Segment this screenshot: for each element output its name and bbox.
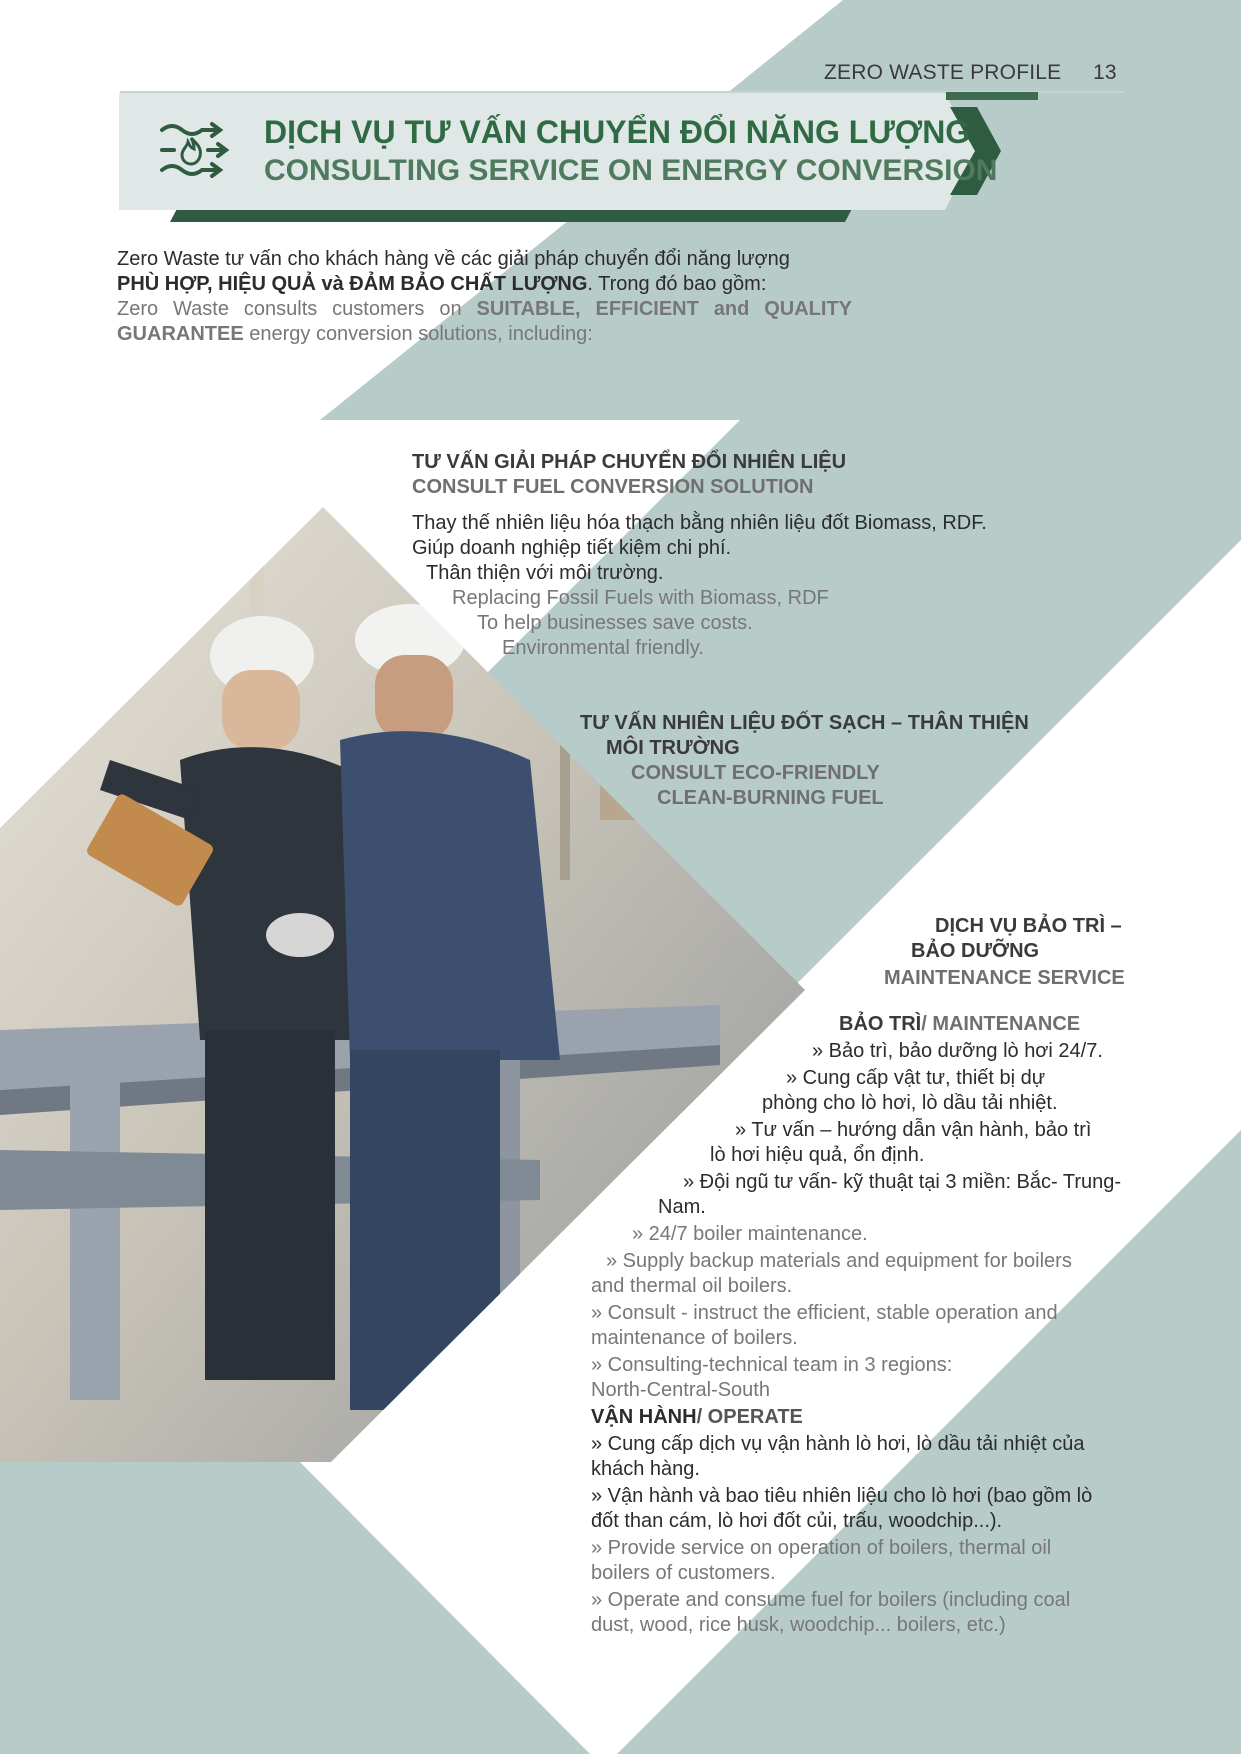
title-banner — [119, 93, 975, 210]
operate-en-line: » Operate and consume fuel for boilers (including coal — [591, 1589, 1071, 1611]
maintenance-label — [839, 1012, 1080, 1037]
maintenance-vn-line: » Tư vấn – hướng dẫn vận hành, bảo trì — [735, 1119, 1092, 1141]
operate-en-line: boilers of customers. — [591, 1562, 776, 1584]
section2-heading-en-2: CLEAN-BURNING FUEL — [657, 787, 884, 809]
operate-vn-line: đốt than cám, lò hơi đốt củi, trấu, woodchip...). — [591, 1510, 1003, 1532]
section1-vn-line: Thân thiện với môi trường. — [426, 562, 664, 584]
intro-en-line2 — [117, 322, 593, 347]
maintenance-en-line: North-Central-South — [591, 1379, 770, 1401]
operate-en-line: dust, wood, rice husk, woodchip... boilers, etc.) — [591, 1614, 1006, 1636]
header-section-title: ZERO WASTE PROFILE — [824, 61, 1062, 84]
maintenance-vn-line: » Đội ngũ tư vấn- kỹ thuật tại 3 miền: Bắc- Trung- — [683, 1171, 1122, 1193]
section2-heading-vn-1: TƯ VẤN NHIÊN LIỆU ĐỐT SẠCH – THÂN THIỆN — [580, 712, 1029, 734]
maintenance-label-vn: BẢO TRÌ — [839, 1013, 922, 1035]
maintenance-vn-line: phòng cho lò hơi, lò dầu tải nhiệt. — [762, 1092, 1058, 1114]
maintenance-en-line: » Consulting-technical team in 3 regions: — [591, 1354, 953, 1376]
intro-vn-line1: Zero Waste tư vấn cho khách hàng về các giải pháp chuyển đổi năng lượng — [117, 248, 790, 270]
intro-en-bold2: GUARANTEE — [117, 323, 244, 345]
operate-vn-line: » Vận hành và bao tiêu nhiên liệu cho lò hơi (bao gồm lò — [591, 1485, 1093, 1507]
maintenance-en-line: and thermal oil boilers. — [591, 1275, 793, 1297]
intro-en-bold: SUITABLE, EFFICIENT and QUALITY — [476, 298, 852, 320]
section3-heading-vn-1: DỊCH VỤ BẢO TRÌ – — [935, 915, 1122, 937]
maintenance-en-line: » Consult - instruct the efficient, stable operation and — [591, 1302, 1058, 1324]
title-vietnamese: DỊCH VỤ TƯ VẤN CHUYỂN ĐỔI NĂNG LƯỢNG — [264, 114, 971, 150]
intro-vn-line2 — [117, 272, 766, 297]
operate-label — [591, 1405, 803, 1430]
section1-en-line: Environmental friendly. — [502, 637, 704, 659]
intro-en-tail: energy conversion solutions, including: — [243, 323, 593, 345]
maintenance-en-line: maintenance of boilers. — [591, 1327, 798, 1349]
operate-label-en: / OPERATE — [696, 1406, 803, 1428]
operate-label-vn: VẬN HÀNH — [591, 1406, 697, 1428]
maintenance-vn-line: » Cung cấp vật tư, thiết bị dự — [786, 1067, 1046, 1089]
intro-en-line1 — [117, 297, 852, 322]
title-english: CONSULTING SERVICE ON ENERGY CONVERSION — [264, 154, 998, 187]
section2-heading-en-1: CONSULT ECO-FRIENDLY — [631, 762, 880, 784]
operate-en-line: » Provide service on operation of boilers, thermal oil — [591, 1537, 1052, 1559]
intro-vn-bold: PHÙ HỢP, HIỆU QUẢ và ĐẢM BẢO CHẤT LƯỢNG — [117, 273, 588, 295]
page-number: 13 — [1093, 61, 1117, 84]
section3-heading-vn-2: BẢO DƯỠNG — [911, 940, 1040, 962]
intro-vn-tail: . Trong đó bao gồm: — [587, 273, 767, 295]
section1-vn-line: Thay thế nhiên liệu hóa thạch bằng nhiên liệu đốt Biomass, RDF. — [412, 512, 987, 534]
section1-vn-line: Giúp doanh nghiệp tiết kiệm chi phí. — [412, 537, 732, 559]
section1-heading-en: CONSULT FUEL CONVERSION SOLUTION — [412, 476, 814, 498]
maintenance-label-en: / MAINTENANCE — [921, 1013, 1081, 1035]
section1-en-line: Replacing Fossil Fuels with Biomass, RDF — [452, 587, 829, 609]
maintenance-en-line: » 24/7 boiler maintenance. — [632, 1223, 868, 1245]
maintenance-vn-line: » Bảo trì, bảo dưỡng lò hơi 24/7. — [812, 1040, 1103, 1062]
operate-vn-line: khách hàng. — [591, 1458, 700, 1480]
section2-heading-vn-2: MÔI TRƯỜNG — [606, 737, 740, 759]
section3-heading-en: MAINTENANCE SERVICE — [884, 967, 1125, 989]
header-accent-bar — [946, 92, 1038, 100]
energy-flow-icon — [158, 118, 230, 182]
intro-en-a: Zero Waste consults customers on — [117, 298, 477, 320]
section1-heading-vn: TƯ VẤN GIẢI PHÁP CHUYỂN ĐỔI NHIÊN LIỆU — [412, 451, 847, 473]
maintenance-en-line: » Supply backup materials and equipment for boilers — [606, 1250, 1072, 1272]
operate-vn-line: » Cung cấp dịch vụ vận hành lò hơi, lò dầu tải nhiệt của — [591, 1433, 1085, 1455]
maintenance-vn-line: Nam. — [658, 1196, 706, 1218]
section1-en-line: To help businesses save costs. — [477, 612, 753, 634]
maintenance-vn-line: lò hơi hiệu quả, ổn định. — [710, 1144, 925, 1166]
